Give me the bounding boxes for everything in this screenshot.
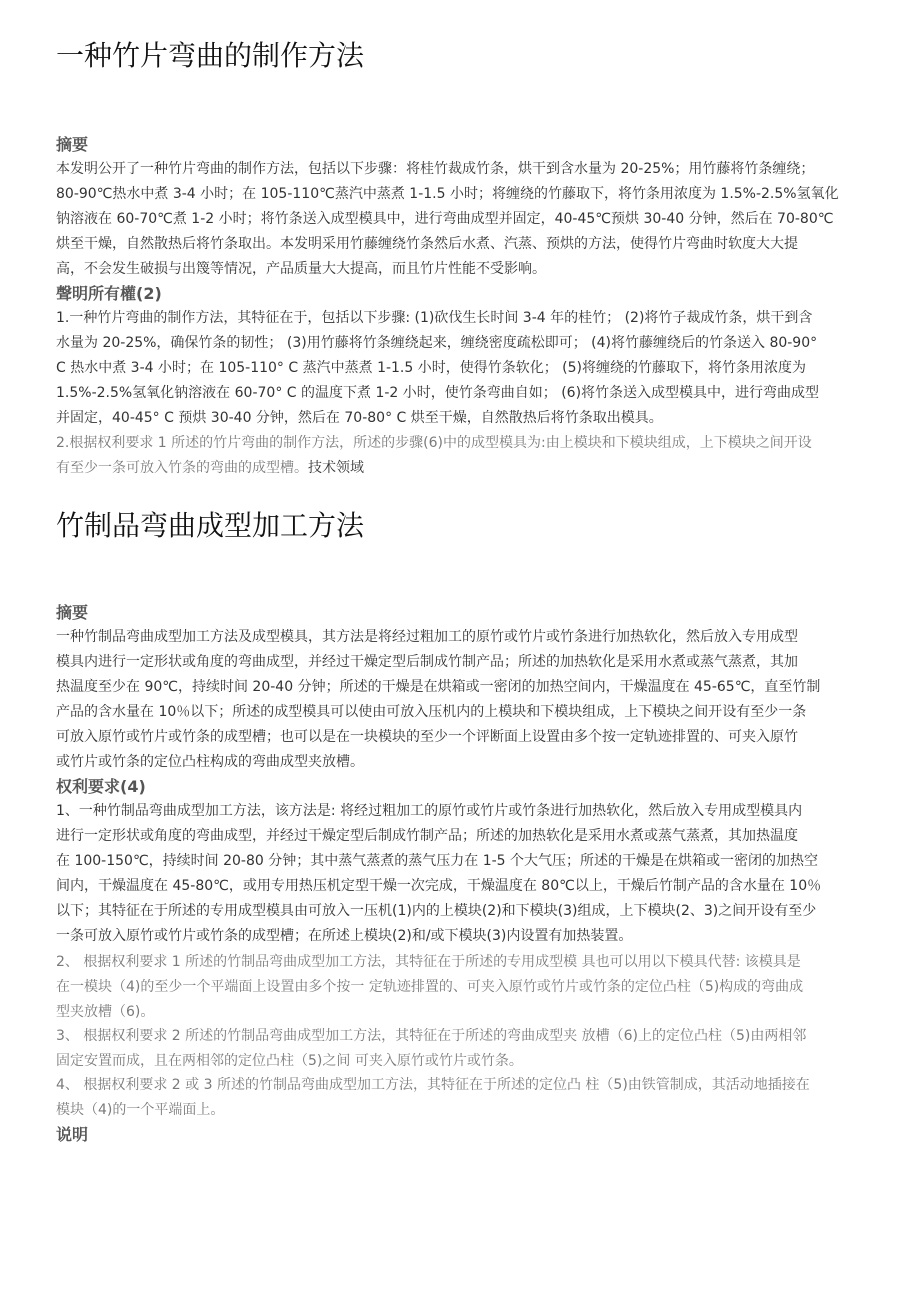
doc2-abstract — [56, 625, 894, 775]
text-line: 钠溶液在 60-70℃煮 1-2 小时；将竹条送入成型模具中，进行弯曲成型并固定，40-45℃预烘 30-40 分钟，然后在 70-80℃ — [56, 211, 834, 227]
text-line: 1.5%-2.5%氢氧化钠溶液在 60-70° C 的温度下煮 1-2 小时，使竹条弯曲自如； (6)将竹条送入成型模具中，进行弯曲成型 — [56, 385, 820, 401]
text-line: 4、 根据权利要求 2 或 3 所述的竹制品弯曲成型加工方法，其特征在于所述的定位凸 柱（5)由铁管制成，其活动地插接在 — [56, 1077, 810, 1093]
doc2-claim-4 — [56, 1073, 894, 1123]
text-line: 固定安置而成，且在两相邻的定位凸柱（5)之间 可夹入原竹或竹片或竹条。 — [56, 1053, 523, 1069]
text-line: 1.一种竹片弯曲的制作方法，其特征在于，包括以下步骤: (1)砍伐生长时间 3-4 年的桂竹； (2)将竹子裁成竹条，烘干到含 — [56, 310, 813, 326]
doc2-claim-1 — [56, 799, 894, 949]
doc2-abstract-heading: 摘要 — [56, 603, 89, 622]
text-line: 一种竹制品弯曲成型加工方法及成型模具，其方法是将经过粗加工的原竹或竹片或竹条进行加热软化，然后放入专用成型 — [56, 629, 798, 645]
text-line: 在 100-150℃，持续时间 20-80 分钟；其中蒸气蒸煮的蒸气压力在 1-5 个大气压；所述的干燥是在烘箱或一密闭的加热空 — [56, 853, 819, 869]
doc1-claim-2 — [56, 431, 894, 481]
doc1-claims-heading: 聲明所有權(2) — [56, 284, 162, 303]
text-line: 产品的含水量在 10％以下；所述的成型模具可以使由可放入压机内的上模块和下模块组成，上下模块之间开设有至少一条 — [56, 704, 807, 720]
text-line: 2.根据权利要求 1 所述的竹片弯曲的制作方法，所述的步骤(6)中的成型模具为:由上模块和下模块组成，上下模块之间开设 — [56, 435, 812, 451]
text-line: 一条可放入原竹或竹片或竹条的成型槽；在所述上模块(2)和/或下模块(3)内设置有加热装置。 — [56, 928, 633, 944]
text-line: 80-90℃热水中煮 3-4 小时；在 105-110℃蒸汽中蒸煮 1-1.5 小时；将缠绕的竹藤取下，将竹条用浓度为 1.5%-2.5%氢氧化 — [56, 186, 839, 202]
text-line: 间内，干燥温度在 45-80℃，或用专用热压机定型干燥一次完成，干燥温度在 80℃以上，干燥后竹制产品的含水量在 10％ — [56, 878, 822, 894]
doc2-claim-3 — [56, 1024, 894, 1074]
doc2-title: 竹制品弯曲成型加工方法 — [56, 509, 365, 542]
text-line: 1、一种竹制品弯曲成型加工方法，该方法是: 将经过粗加工的原竹或竹片或竹条进行加热软化，然后放入专用成型模具内 — [56, 803, 803, 819]
text-line: 水量为 20-25%，确保竹条的韧性； (3)用竹藤将竹条缠绕起来，缠绕密度疏松即可； (4)将竹藤缠绕后的竹条送入 80-90° — [56, 335, 818, 351]
text-segment: 有至少一条可放入竹条的弯曲的成型槽。 — [56, 460, 308, 476]
technical-field-label: 技术领域 — [308, 460, 364, 476]
doc2-description-heading: 说明 — [56, 1125, 89, 1144]
doc1-abstract-heading: 摘要 — [56, 135, 89, 154]
text-line: 在一模块（4)的至少一个平端面上设置由多个按一 定轨迹排置的、可夹入原竹或竹片或竹条的定位凸柱（5)构成的弯曲成 — [56, 979, 804, 995]
text-line: 模具内进行一定形状或角度的弯曲成型，并经过干燥定型后制成竹制产品；所述的加热软化是采用水煮或蒸气蒸煮，其加 — [56, 654, 798, 670]
text-line: 高，不会发生破损与出篾等情况，产品质量大大提高，而且竹片性能不受影响。 — [56, 261, 546, 277]
text-line: 可放入原竹或竹片或竹条的成型槽；也可以是在一块模块的至少一个评断面上设置由多个按一定轨迹排置的、可夹入原竹 — [56, 729, 798, 745]
doc2-claim-2 — [56, 950, 894, 1025]
text-line: 进行一定形状或角度的弯曲成型，并经过干燥定型后制成竹制产品；所述的加热软化是采用水煮或蒸气蒸煮，其加热温度 — [56, 828, 798, 844]
text-line: 2、 根据权利要求 1 所述的竹制品弯曲成型加工方法，其特征在于所述的专用成型模 具也可以用以下模具代替: 该模具是 — [56, 954, 801, 970]
text-line — [56, 456, 894, 481]
text-line: 以下；其特征在于所述的专用成型模具由可放入一压机(1)内的上模块(2)和下模块(3)组成，上下模块(2、3)之间开设有至少 — [56, 903, 817, 919]
doc1-title: 一种竹片弯曲的制作方法 — [56, 39, 365, 72]
text-line: C 热水中煮 3-4 小时；在 105-110° C 蒸汽中蒸煮 1-1.5 小时，使得竹条软化； (5)将缠绕的竹藤取下，将竹条用浓度为 — [56, 360, 807, 376]
text-line: 型夹放槽（6)。 — [56, 1004, 155, 1020]
text-line: 热温度至少在 90℃，持续时间 20-40 分钟；所述的干燥是在烘箱或一密闭的加热空间内，干燥温度在 45-65℃，直至竹制 — [56, 679, 821, 695]
doc1-claim-1 — [56, 306, 894, 431]
text-line: 或竹片或竹条的定位凸柱构成的弯曲成型夹放槽。 — [56, 754, 364, 770]
doc2-claims-heading: 权利要求(4) — [56, 777, 146, 796]
text-line: 本发明公开了一种竹片弯曲的制作方法，包括以下步骤：将桂竹裁成竹条，烘干到含水量为 20-25%；用竹藤将竹条缠绕； — [56, 161, 815, 177]
text-line: 烘至干燥，自然散热后将竹条取出。本发明采用竹藤缠绕竹条然后水煮、汽蒸、预烘的方法，使得竹片弯曲时软度大大提 — [56, 236, 798, 252]
text-line: 并固定，40-45° C 预烘 30-40 分钟，然后在 70-80° C 烘至干燥，自然散热后将竹条取出模具。 — [56, 410, 663, 426]
text-line: 3、 根据权利要求 2 所述的竹制品弯曲成型加工方法，其特征在于所述的弯曲成型夹 放槽（6)上的定位凸柱（5)由两相邻 — [56, 1028, 807, 1044]
doc1-abstract — [56, 157, 894, 282]
text-line: 模块（4)的一个平端面上。 — [56, 1102, 225, 1118]
